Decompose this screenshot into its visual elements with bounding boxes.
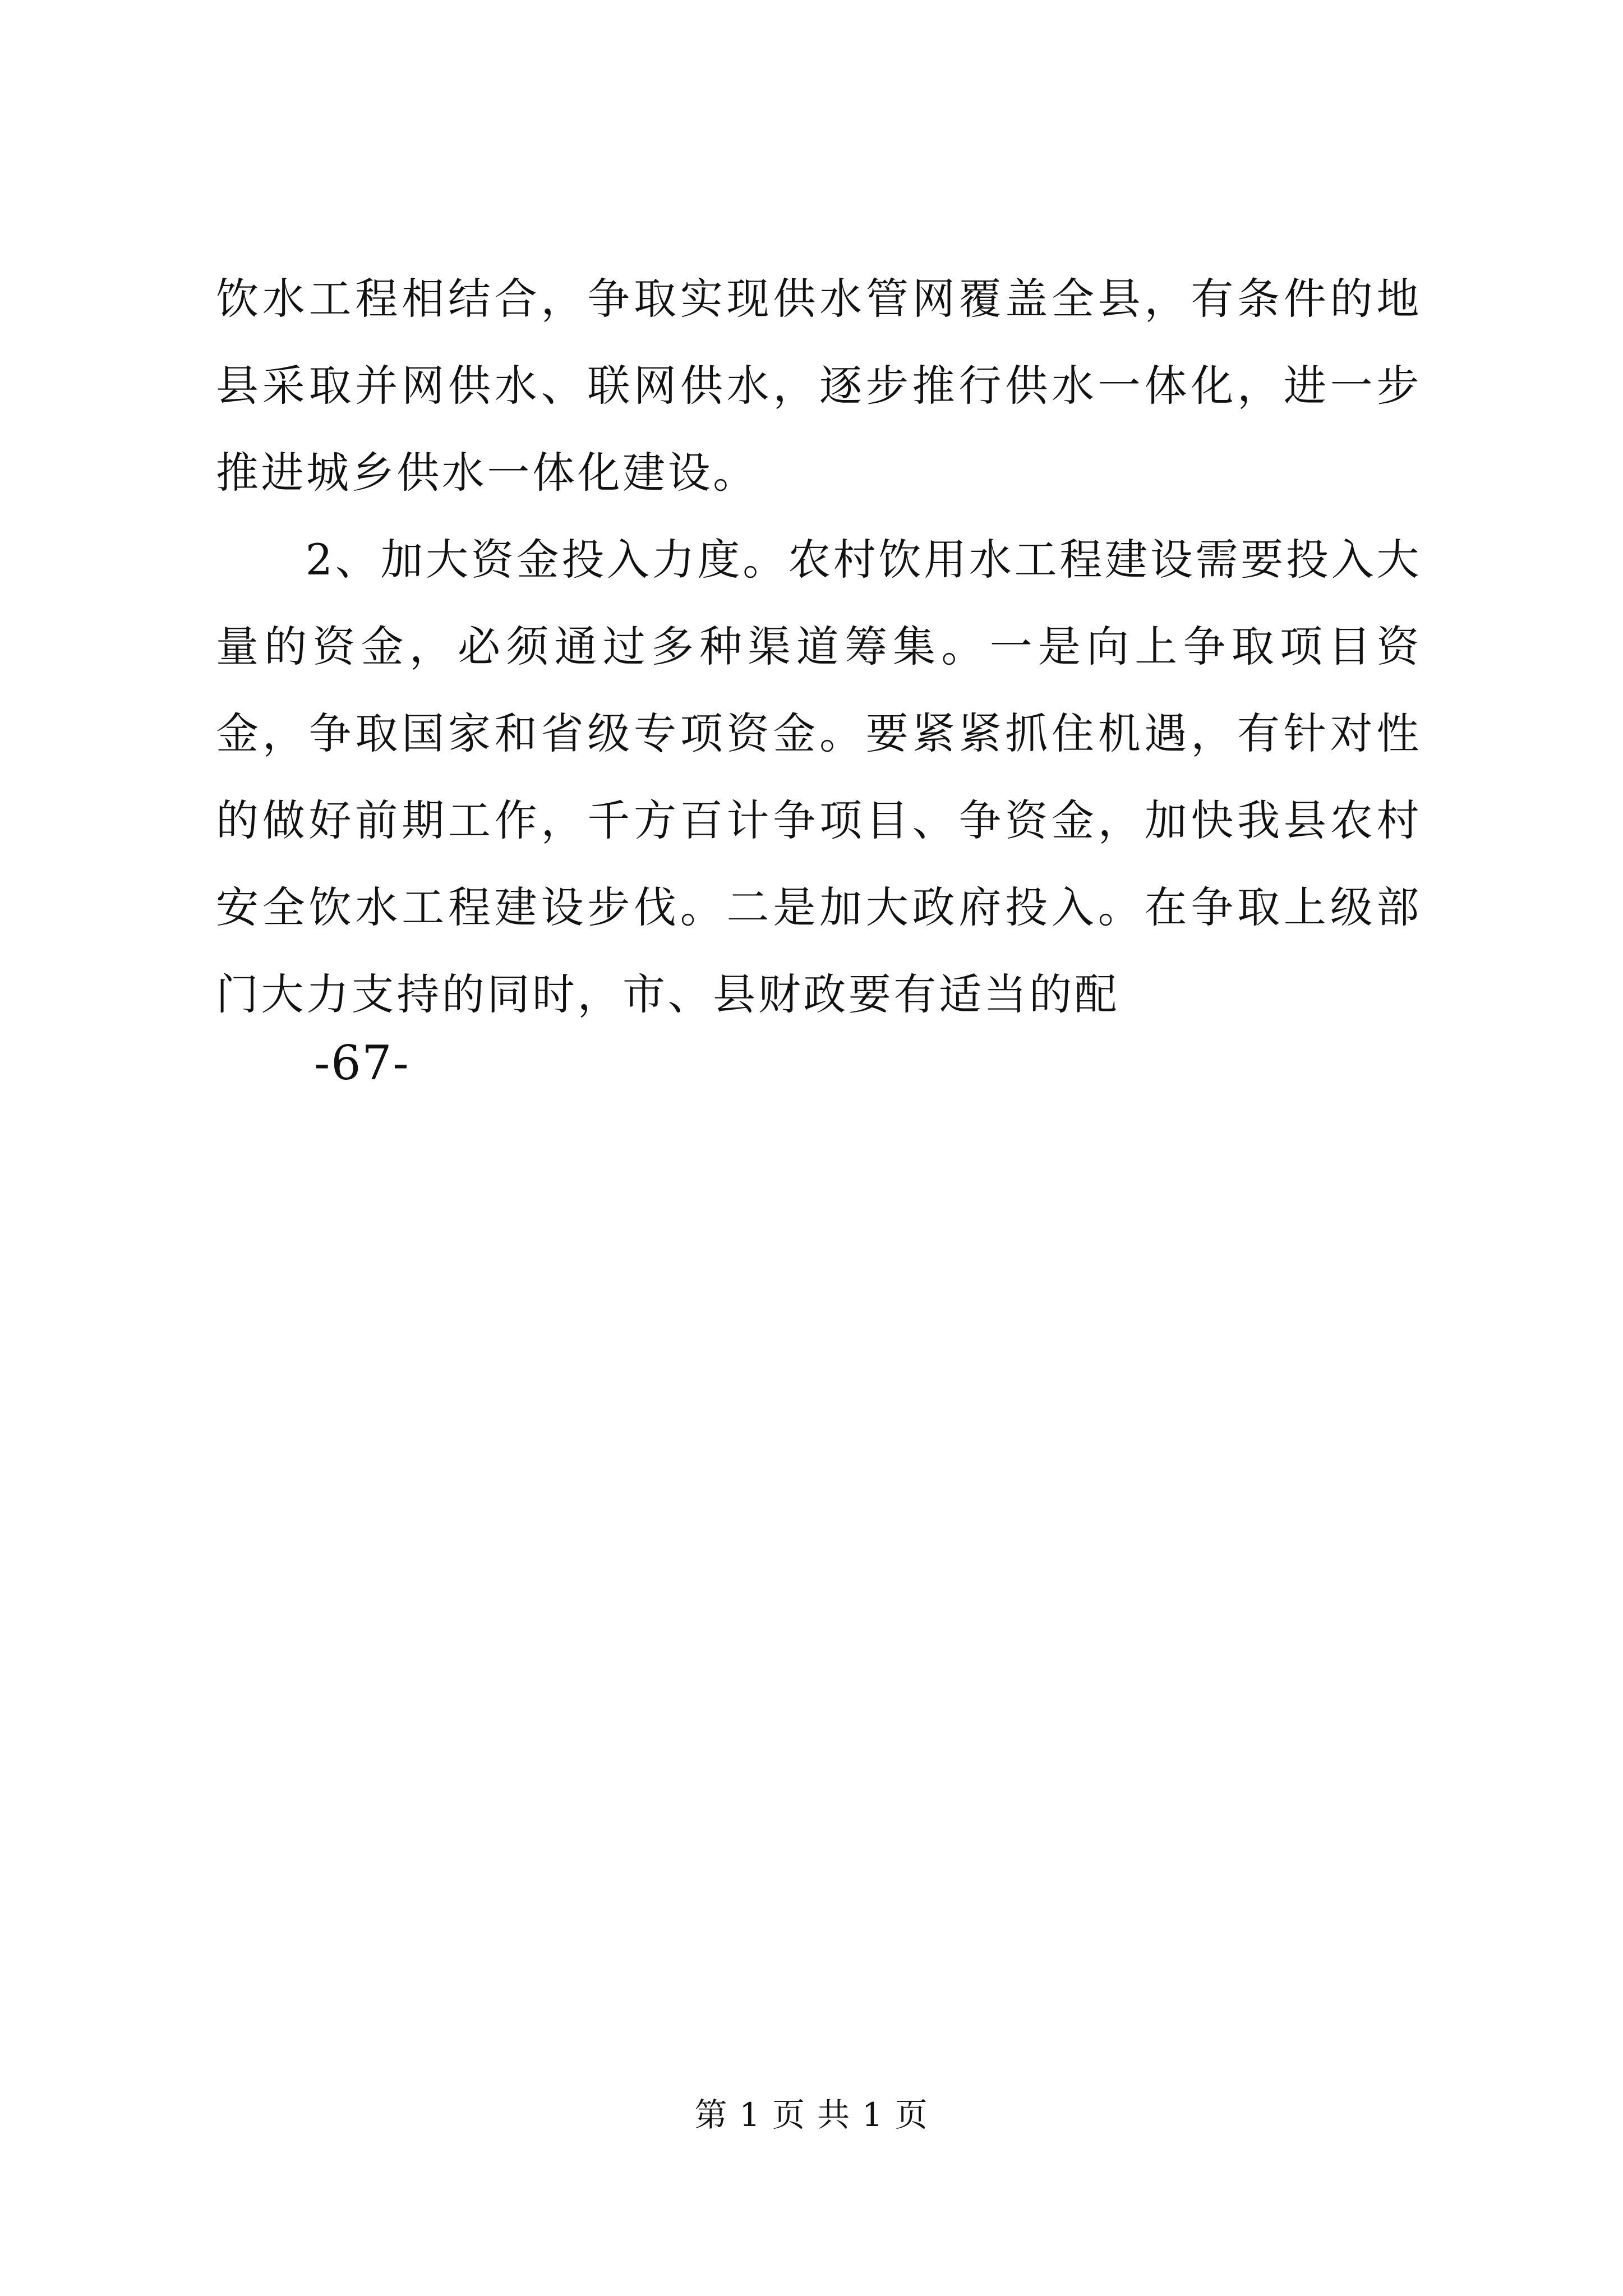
paragraph-continued: 饮水工程相结合，争取实现供水管网覆盖全县，有条件的地县采取并网供水、联网供水，逐步推行供水一体化，进一步推进城乡供水一体化建设。: [216, 274, 1422, 498]
inner-page-number: -67-: [314, 1036, 410, 1091]
document-body: [216, 255, 1422, 1038]
page-footer: 第 1 页 共 1 页: [694, 2096, 929, 2134]
paragraph-funding: 2、加大资金投入力度。农村饮用水工程建设需要投入大量的资金，必须通过多种渠道筹集。一是向上争取项目资金，争取国家和省级专项资金。要紧紧抓住机遇，有针对性的做好前期工作，千方百计争项目、争资金，加快我县农村安全饮水工程建设步伐。二是加大政府投入。在争取上级部门大力支持的同时，市、县财政要有适当的配: [216, 535, 1422, 1019]
